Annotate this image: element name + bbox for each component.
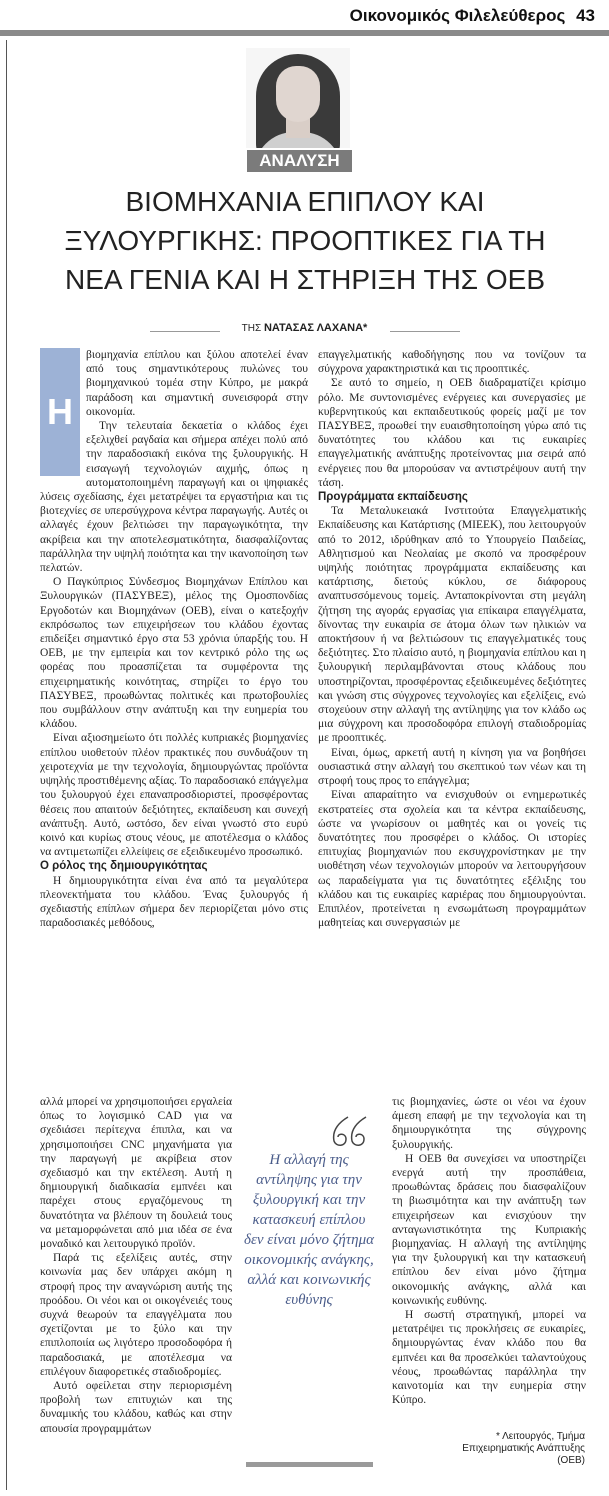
page-header (0, 0, 609, 34)
newspaper-title (350, 6, 595, 26)
paragraph: Την τελευταία δεκαετία ο κλάδος έχει εξελιχθεί ραγδαία και σήμερα απέχει πολύ από την παραδοσιακή εικόνα της ξυλουργικής. Η εισαγωγή τεχνολογιών αιχμής, όπως η αυτοματοποιημένη παραγωγή και οι ψηφιακές λύσεις σχεδίασης, έχει μετατρέψει τα εργαστήρια και τις βιοτεχνίες σε υπερσύγχρονα κέντρα παραγωγής. Αυτές οι αλλαγές έχουν βελτιώσει την παραγωγικότητα, την ακρίβεια και την αποτελεσματικότητα, διασφαλίζοντας παράλληλα την υψηλή ποιότητα και την ικανοποίηση των πελατών. (40, 420, 308, 575)
photo-face (276, 66, 320, 122)
signature-line: (ΟΕΒ) (557, 1455, 585, 1466)
signature-line: Επιχειρηματικής Ανάπτυξης (462, 1443, 585, 1454)
paragraph: τις βιομηχανίες, ώστε οι νέοι να έχουν άμεση επαφή με την τεχνολογία και τη δημιουργικότητα της σύγχρονης ξυλουργικής. (392, 1096, 586, 1151)
article-headline: ΒΙΟΜΗΧΑΝΙΑ ΕΠΙΠΛΟΥ ΚΑΙ ΞΥΛΟΥΡΓΙΚΗΣ: ΠΡΟΟΠΤΙΚΕΣ ΓΙΑ ΤΗ ΝΕΑ ΓΕΝΙΑ ΚΑΙ Η ΣΤΗΡΙΞΗ ΤΗΣ ΟΕΒ (64, 186, 546, 295)
pull-quote-rule (246, 1462, 373, 1467)
author-signature (420, 1431, 585, 1467)
paragraph: Είναι αξιοσημείωτο ότι πολλές κυπριακές βιομηχανίες επίπλου υιοθετούν πλέον πρακτικές που συνδυάζουν τη χειροτεχνία με την τεχνολογία, δημιουργώντας προϊόντα υψηλής προστιθέμενης αξίας. Το παραδοσιακό επάγγελμα του ξυλουργού έχει επαναπροσδιοριστεί, προσφέροντας θέσεις που απαιτούν δεξιότητες, εκπαίδευση και συνεχή ανάπτυξη. Αυτό, ωστόσο, δεν είναι γνωστό στο ευρύ κοινό και κυρίως στους νέους, με αποτέλεσμα ο κλάδος να αντιμετωπίζει ελλείψεις σε εξειδικευμένο προσωπικό. (40, 732, 308, 859)
subheading: Ο ρόλος της δημιουργικότητας (40, 860, 208, 873)
column-1-continued (40, 1095, 232, 1436)
drop-cap: Η (40, 348, 80, 476)
subheading: Προγράμματα εκπαίδευσης (318, 491, 468, 504)
column-1 (40, 348, 308, 930)
paragraph: Είναι, όμως, αρκετή αυτή η κίνηση για να βοηθήσει ουσιαστικά στην αλλαγή του σκεπτικού των νέων και τη στροφή τους προς το επάγγελμα; (318, 746, 586, 788)
byline-prefix: ΤΗΣ (241, 323, 262, 334)
paragraph: επαγγελματικής καθοδήγησης που να τονίζουν τα σύγχρονα χαρακτηριστικά και τις προοπτικές. (318, 349, 586, 376)
paragraph: αλλά μπορεί να χρησιμοποιήσει εργαλεία όπως το λογισμικό CAD για να σχεδιάσει περίτεχνα έπιπλα, και να χρησιμοποιήσει CNC μηχανήματα για την παραγωγή με ακρίβεια στον σχεδιασμό και την εκτέλεση. Αυτή η δημιουργική διαδικασία εμπνέει και παρέχει στους εργαζόμενους τη δυνατότητα να βλέπουν τη δουλειά τους να μεταμορφώνεται από μια ιδέα σε ένα μοναδικό και λειτουργικό προϊόν. (40, 1096, 232, 1251)
quote-mark-icon (330, 1115, 370, 1149)
left-margin-line (6, 40, 7, 1490)
paragraph: Αυτό οφείλεται στην περιορισμένη προβολή των επιτυχιών και της δυναμικής του κλάδου, καθώς και στην απουσία προγραμμάτων (40, 1380, 232, 1435)
column-2 (318, 348, 586, 930)
paragraph: Η σωστή στρατηγική, μπορεί να μετατρέψει τις προκλήσεις σε ευκαιρίες, δημιουργώντας έναν κλάδο που θα εμπνέει και θα προσελκύει ταλαντούχους νέους, προωθώντας παράλληλα την καινοτομία και την ευημερία στην Κύπρο. (392, 1309, 586, 1407)
column-2-continued (392, 1095, 586, 1407)
pull-quote: Η αλλαγή της αντίληψης για την ξυλουργική και την κατασκευή επίπλου δεν είναι μόνο ζήτημα οικονομικής ανάγκης, αλλά και κοινωνικής ευθύνης (244, 1152, 374, 1308)
newspaper-name: Οικονομικός Φιλελεύθερος (349, 6, 566, 25)
paragraph: Σε αυτό το σημείο, η ΟΕΒ διαδραματίζει κρίσιμο ρόλο. Με συντονισμένες ενέργειες και συνεργασίες με κυβερνητικούς και εκπαιδευτικούς φορείς μαζί με τον ΠΑΣΥΒΕΞ, προωθεί την ευαισθητοποίηση γύρω από τις δυνατότητες του κλάδου και τις ευκαιρίες επαγγελματικής ανάπτυξης προτείνοντας μια σειρά από ενέργειες που θα μπορούσαν να αντιστρέψουν αυτή την τάση. (318, 377, 586, 489)
paragraph: Είναι απαραίτητο να ενισχυθούν οι ενημερωτικές εκστρατείες στα σχολεία και τα κέντρα εκπαίδευσης, ώστε να γνωρίσουν οι μαθητές και οι γονείς τις δυνατότητες που προσφέρει ο κλάδος. Οι ιστορίες επιτυχίας βιομηχανιών που εκσυγχρονίστηκαν με την υιοθέτηση νέων τεχνολογιών μπορούν να λειτουργήσουν ως παραδείγματα για τις δυνατότητες εξέλιξης του κλάδου και τις ευκαιρίες καριέρας που δημιουργούνται. Επιπλέον, προτείνεται η ενσωμάτωση προγραμμάτων μαθητείας και συνεργασιών με (318, 789, 586, 930)
header-rule (0, 30, 609, 36)
paragraph: Η ΟΕΒ θα συνεχίσει να υποστηρίζει ενεργά αυτή την προσπάθεια, προωθώντας δράσεις που διασφαλίζουν τη βιωσιμότητα και την ανάπτυξη των επιχειρήσεων και ενισχύουν την ανταγωνιστικότητα της Κυπριακής βιομηχανίας. Η αλλαγή της αντίληψης για την ξυλουργική και την κατασκευή επίπλου δεν είναι μόνο ζήτημα οικονομικής ανάγκης, αλλά και κοινωνικής ευθύνης. (392, 1152, 586, 1307)
signature-line: * Λειτουργός, Τμήμα (495, 1431, 585, 1442)
paragraph: βιομηχανία επίπλου και ξύλου αποτελεί έναν από τους σημαντικότερους πυλώνες του βιομηχανικού τομέα στην Κύπρο, με μακρά παράδοση και σημαντική συνεισφορά στην οικονομία. (86, 349, 308, 418)
page-number: 43 (576, 6, 595, 25)
paragraph: Ο Παγκύπριος Σύνδεσμος Βιομηχάνων Επίπλου και Ξυλουργικών (ΠΑΣΥΒΕΞ), μέλος της Ομοσπονδίας Εργοδοτών και Βιομηχάνων (ΟΕΒ), είναι ο κατεξοχήν εκπρόσωπος των επιχειρήσεων του κλάδου έχοντας επιδείξει σημαντικό έργο στα 53 χρόνια ύπαρξής του. Η ΟΕΒ, με την εμπειρία και τον κεντρικό ρόλο της ως φορέας που προασπίζεται τα συμφέροντα της επιχειρηματικής κοινότητας, στηρίζει το έργο του ΠΑΣΥΒΕΞ, προωθώντας πολιτικές και πρωτοβουλίες που συμβάλλουν στην ανάπτυξη και την ευημερία του κλάδου. (40, 576, 308, 731)
paragraph: Παρά τις εξελίξεις αυτές, στην κοινωνία μας δεν υπάρχει ακόμη η στροφή προς την αναγνώριση αυτής της προόδου. Οι νέοι και οι οικογένειές τους συχνά θεωρούν τα επαγγέλματα που σχετίζονται με το ξύλο και την επιπλοποιία ως λιγότερο προσοδοφόρα ή παραδοσιακά, με αποτέλεσμα να επιλέγουν διαφορετικές σταδιοδρομίες. (40, 1252, 232, 1378)
paragraph: Η δημιουργικότητα είναι ένα από τα μεγαλύτερα πλεονεκτήματα του κλάδου. Ένας ξυλουργός ή σχεδιαστής επίπλων σήμερα δεν περιορίζεται μόνο στις παραδοσιακές μεθόδους, (40, 874, 308, 930)
paragraph: Τα Μεταλυκειακά Ινστιτούτα Επαγγελματικής Εκπαίδευσης και Κατάρτισης (ΜΙΕΕΚ), που λειτουργούν από το 2012, ιδρύθηκαν από το Υπουργείο Παιδείας, Αθλητισμού και Νεολαίας με σκοπό να προσφέρουν υψηλής ποιότητας προγράμματα εκπαίδευσης και κατάρτισης, διετούς κύκλου, σε διάφορους αναπτυσσόμενους τομείς. Ανταποκρίνονται στη μεγάλη ζήτηση της αγοράς εργασίας για επίκαιρα επαγγέλματα, δίνοντας την ευκαιρία σε άτομα όλων των ηλικιών να αποκτήσουν ή να βελτιώσουν τις επαγγελματικές τους δεξιότητες. Στο πλαίσιο αυτό, η βιομηχανία επίπλου και η ξυλουργική περιλαμβάνονται στους κλάδους που υποστηρίζονται, προσφέροντας εξειδικευμένες δεξιότητες και γνώση στις σύγχρονες τεχνολογίες και εξελίξεις, ενώ στοχεύουν στην αλλαγή της αντίληψης για τον κλάδο ως μια σύγχρονη και προσοδοφόρα επιλογή σταδιοδρομίας με προοπτικές. (318, 505, 586, 745)
byline (0, 322, 609, 334)
byline-author: ΝΑΤΑΣΑΣ ΛΑΧΑΝΑ* (263, 322, 368, 334)
section-tag: ΑΝΑΛΥΣΗ (247, 150, 352, 172)
author-photo (246, 48, 350, 148)
